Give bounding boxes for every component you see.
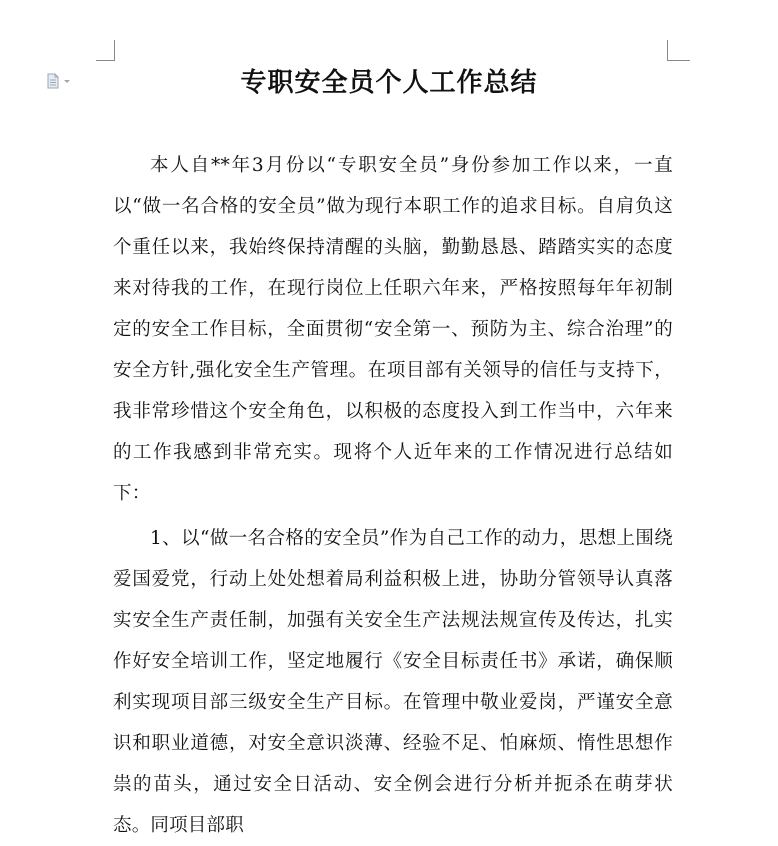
top-right-margin-mark <box>667 40 690 61</box>
paragraph-item-1: 1、以“做一名合格的安全员”作为自己工作的动力，思想上围绕爱国爱党，行动上处处想着局利益积极上进，协助分管领导认真落实安全生产责任制，加强有关安全生产法规法规宣传及传达，扎实作好安全培训工作，坚定地履行《安全目标责任书》承诺，确保顺利实现项目部三级安全生产目标。在管理中敬业爱岗，严谨安全意识和职业道德，对安全意识淡薄、经验不足、怕麻烦、惰性思想作祟的苗头，通过安全日活动、安全例会进行分析并扼杀在萌芽状态。同项目部职 <box>113 528 673 836</box>
document-title: 专职安全员个人工作总结 <box>240 68 538 98</box>
top-left-margin-mark <box>96 40 115 61</box>
paragraph-intro: 本人自**年3月份以“专职安全员”身份参加工作以来，一直以“做一名合格的安全员”做为现行本职工作的追求目标。自肩负这个重任以来，我始终保持清醒的头脑，勤勤恳恳、踏踏实实的态度来对待我的工作，在现行岗位上任职六年来，严格按照每年年初制定的安全工作目标，全面贯彻“安全第一、预防为主、综合治理”的安全方针,强化安全生产管理。在项目部有关领导的信任与支持下，我非常珍惜这个安全角色，以积极的态度投入到工作当中，六年来的工作我感到非常充实。现将个人近年来的工作情况进行总结如下： <box>113 155 673 504</box>
